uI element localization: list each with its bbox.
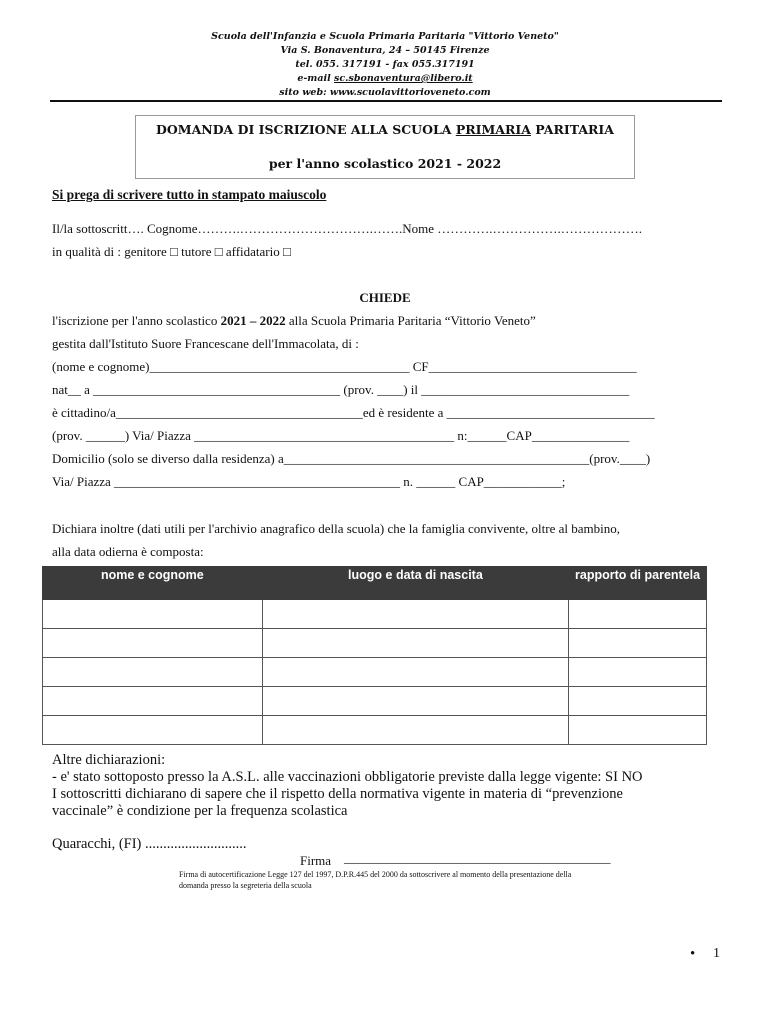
table-cell[interactable] [43, 629, 263, 658]
table-cell[interactable] [569, 658, 707, 687]
footnote-line-2: domanda presso la segreteria della scuola [179, 881, 312, 890]
table-row [43, 629, 707, 658]
email-label: e-mail [297, 73, 335, 84]
vaccination-line[interactable]: - e' stato sottoposto presso la A.S.L. alle vaccinazioni obbligatorie previste dalla legge vigente: SI NO [52, 769, 643, 785]
col-luogo-data-nascita: luogo e data di nascita [262, 567, 568, 600]
family-table [42, 566, 707, 745]
table-cell[interactable] [262, 716, 568, 745]
bullet-icon: • [690, 946, 696, 962]
school-website: sito web: www.scuolavittorioveneto.com [279, 87, 491, 98]
table-row [43, 687, 707, 716]
declaration-line-2: vaccinale” è condizione per la frequenza scolastica [52, 803, 348, 819]
family-table-header [43, 567, 707, 600]
firma-label: Firma [300, 853, 332, 868]
table-cell[interactable] [262, 629, 568, 658]
col-nome-cognome: nome e cognome [43, 567, 263, 600]
page-number: 1 [713, 946, 720, 961]
iscrizione-line [52, 313, 536, 329]
table-cell[interactable] [43, 687, 263, 716]
qualita-line[interactable]: in qualità di : genitore □ tutore □ affidatario □ [52, 244, 291, 259]
school-email-line [0, 72, 770, 86]
table-cell[interactable] [43, 716, 263, 745]
instruction-text: Si prega di scrivere tutto in stampato maiuscolo [52, 187, 327, 202]
form-title-post: PARITARIA [530, 122, 614, 137]
table-row [43, 716, 707, 745]
table-cell[interactable] [43, 658, 263, 687]
chiede-heading: CHIEDE [359, 290, 411, 305]
family-intro-2: alla data odierna è composta: [52, 544, 204, 559]
gestita-line: gestita dall'Istituto Suore Francescane dell'Immacolata, di : [52, 336, 359, 351]
declaration-line-1: I sottoscritti dichiarano di sapere che il rispetto della normativa vigente in materia di “prevenzione [52, 786, 623, 802]
iscrizione-post: alla Scuola Primaria Paritaria “Vittorio Veneto” [285, 313, 536, 328]
table-row [43, 600, 707, 629]
school-address: Via S. Bonaventura, 24 – 50145 Firenze [280, 45, 490, 56]
table-cell[interactable] [262, 600, 568, 629]
via-piazza-line[interactable]: Via/ Piazza ____________________________________________ n. ______ CAP____________; [52, 474, 566, 489]
header-divider [50, 100, 722, 102]
school-year: per l'anno scolastico 2021 - 2022 [268, 156, 502, 171]
school-header [0, 30, 770, 100]
table-row [43, 658, 707, 687]
school-email[interactable]: sc.sbonaventura@libero.it [334, 73, 473, 84]
table-cell[interactable] [569, 629, 707, 658]
cittadino-line[interactable]: è cittadino/a______________________________________ed è residente a ________________________________ [52, 405, 655, 420]
place-date-line[interactable]: Quaracchi, (FI) ............................ [52, 836, 247, 852]
prov-via-line[interactable]: (prov. ______) Via/ Piazza ________________________________________ n:______CAP_______________ [52, 428, 630, 443]
iscrizione-year: 2021 – 2022 [220, 313, 286, 328]
footnote-line-1: Firma di autocertificazione Legge 127 del 1997, D.P.R.445 del 2000 da sottoscrivere al momento della presentazione della [179, 870, 572, 879]
table-cell[interactable] [569, 687, 707, 716]
firma-line[interactable]: _________________________________________ [344, 850, 611, 865]
table-cell[interactable] [43, 600, 263, 629]
form-title-primaria: PRIMARIA [455, 122, 531, 137]
iscrizione-pre: l'iscrizione per l'anno scolastico [52, 313, 221, 328]
nato-line[interactable]: nat__ a ______________________________________ (prov. ____) il ________________________________ [52, 382, 630, 397]
domicilio-line[interactable]: Domicilio (solo se diverso dalla residenza) a_______________________________________________(prov.____) [52, 451, 651, 466]
table-cell[interactable] [262, 687, 568, 716]
cognome-nome-line[interactable]: Il/la sottoscritt…. Cognome……….………………………….…….Nome ………….…………….………………. [52, 221, 643, 236]
form-title [136, 122, 634, 137]
form-title-pre: DOMANDA DI ISCRIZIONE ALLA SCUOLA [156, 122, 456, 137]
school-name: Scuola dell'Infanzia e Scuola Primaria Paritaria "Vittorio Veneto" [211, 31, 559, 42]
altre-title: Altre dichiarazioni: [52, 752, 166, 768]
title-box [135, 115, 635, 179]
table-cell[interactable] [569, 716, 707, 745]
col-rapporto-parentela: rapporto di parentela [569, 567, 707, 600]
family-intro-1: Dichiara inoltre (dati utili per l'archivio anagrafico della scuola) che la famiglia convivente, oltre al bambino, [52, 521, 620, 536]
nome-cf-line[interactable]: (nome e cognome)________________________________________ CF________________________________ [52, 359, 637, 374]
school-phone: tel. 055. 317191 - fax 055.317191 [295, 59, 475, 70]
table-cell[interactable] [262, 658, 568, 687]
table-cell[interactable] [569, 600, 707, 629]
